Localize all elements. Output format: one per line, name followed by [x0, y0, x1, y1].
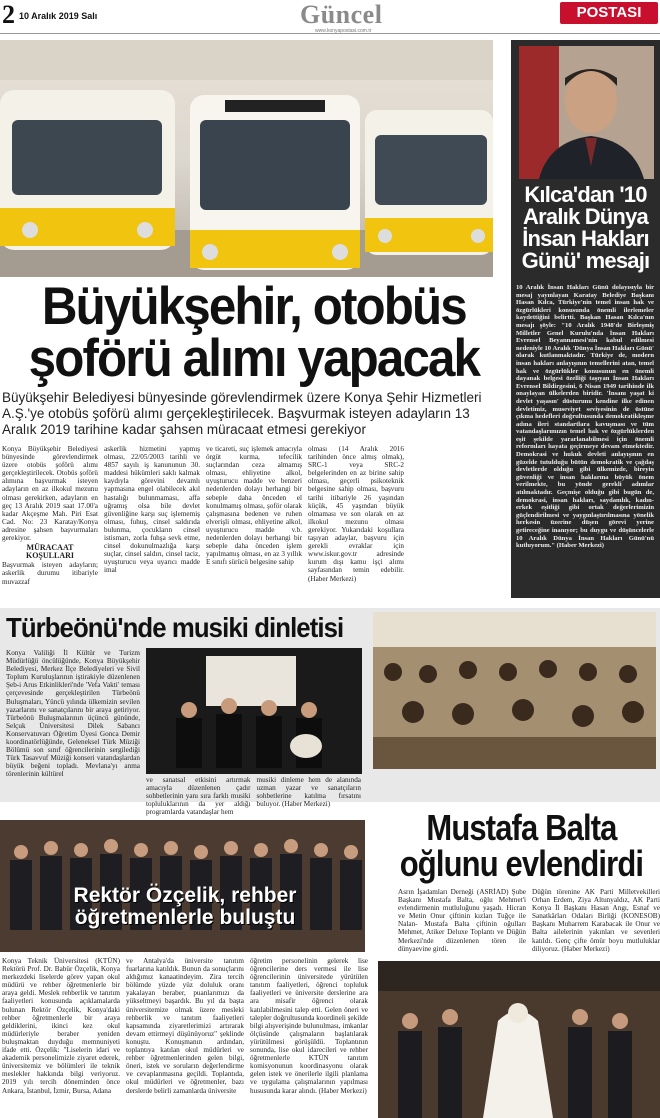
rektor-headline: Rektör Özçelik, rehber öğretmenlerle buluştu [73, 884, 297, 929]
main-col-1 [2, 445, 98, 587]
issue-date: 10 Aralık 2019 Salı [19, 11, 98, 21]
page-number: 2 [2, 0, 15, 29]
turbe-col-3: musiki dinleme hem de alanında uzman yazar ve sanatçıların sohbetlerine katılma fırsatını buluyor. (Haber Merkezi) [256, 776, 361, 809]
sidebar-photo [519, 46, 654, 179]
balta-col-2: Düğün törenine AK Parti Milletvekilleri Orhan Erdem, Ziya Altunyaldız, AK Parti Konya İl Başkanı Hasan Angı, Esnaf ve Sanatkârları Odaları Birliği (KONESOB) Başkanı Muharrem Karabacak ile Onur ve Balta ailelerinin yakınları ve sevenleri katıldı. Genç çifte ömür boyu mutluluklar diliyoruz. (Haber Merkezi) [532, 888, 660, 953]
turbe-col-2: ve sanatsal etkisini artırmak amacıyla düzenlenen çadır sohbetlerinin yanı sıra farklı musiki topluluklarının da yer aldığı programlarda vatandaşlar hem [146, 776, 251, 817]
wedding-illustration [378, 961, 660, 1118]
main-col-4: olması (14 Aralık 2016 tarihinden önce almış olmak), SRC-1 veya SRC-2 belgelerinden en az birine sahip olması, geçerli psikoteknik belgesine sahip olması, başvuru tarihi itibariyle 26 yaşından küçük, 45 yaşından büyük olmaması ve son olarak en az ilkokul mezunu olması gerekiyor. Yukarıdaki koşullara taşıyan adaylar, başvuru için gerekli evraklar için www.iskur.gov.tr adresinde kurum dışı kamu işçi alımı sayfasından temin edebilir. (Haber Merkezi) [308, 445, 404, 583]
main-col-1b-text: Başvurmak isteyen adayların; askerlik durumu itibariyle muvazzaf [2, 561, 98, 586]
main-col-1-heading: MÜRACAAT KOŞULLARI [25, 543, 74, 561]
turbe-headline: Türbeönü'nde musiki dinletisi [6, 612, 344, 643]
main-col-3: ve ticareti, suç işlemek amacıyla örgüt kurma, tefecilik suçlarından ceza almamış olması, ehliyetine alkol, uyuşturucu madde ve benzeri nedenlerden dolayı herhangi bir sebeple daha önceden el konulmamış olması, şoför olarak çalışmasına bedenen ve ruhen elverişli olması, ehliyetine alkol, uyuşturucu madde v.b. nedenlerden dolayı herhangi bir sebeple daha önceden işlem yapılmamış olması, en az 3 yıllık E sınıfı sürücü belgesine sahip [206, 445, 302, 567]
sidebar-title: Kılca'dan '10 Aralık Dünya İnsan Hakları Günü' mesajı [521, 182, 650, 273]
wedding-photo [378, 961, 660, 1118]
main-col-1-text: Konya Büyükşehir Belediyesi bünyesinde görevlendirmek üzere otobüs şoförü alımı gerçekleştirilecek. Otobüs şoförü alımına başvurmak isteyen adayların en az ilkokul mezunu olması gerekirken, adayların en geç 13 Aralık 2019 saat 17.00'a kadar Akçeşme Mah. Piri Esat Cad. No: 23 Karatay/Konya adresine şahsen başvurmaları gerekiyor. [2, 445, 98, 543]
main-headline: Büyükşehir, otobüs şoförü alımı yapacak [28, 277, 480, 388]
audience-photo [373, 612, 656, 769]
buses-illustration [0, 40, 493, 277]
rektor-article-body [2, 957, 372, 1095]
header-url[interactable]: www.konyapostasi.com.tr [315, 28, 372, 34]
main-article-body [2, 445, 507, 587]
sidebar-body: 10 Aralık İnsan Hakları Günü dolayısıyla bir mesaj yayınlayan Karatay Belediye Başkanı Hasan Kılca, Türkiye'nin temel insan hak ve özgürlükleri konusunda önemli ilerlemeler kaydettiğini belirtti. Başkan Hasan Kılca'nın mesajı şöyle: "10 Aralık 1948'de Birleşmiş Milletler Genel Kurulu'nda İnsan Hakları Evrensel Beyannamesi'nin kabul edilmesi nedeniyle 10 Aralık 'Dünya İnsan Hakları Günü' olarak kutlanmaktadır. Türkiye de, modern insan hakları anlayışının temellerini atan, temel hak ve özgürlükler konusunun en önemli dayanak belgesi özelliği taşıyan İnsan Hakları Evrensel Bildirgesini, 6 Nisan 1949 tarihinde ilk onaylayan ülkelerden biridir. 'İnsanı yaşat ki devlet yaşasın' düsturunu kendine ilke edinen devletimiz, museviyet seviyesinin de üstüne çıkma hedefleri doğrultusunda demokratikleşme adına ileri standartlara kavuşması ve tüm vatandaşlarımızın temel hak ve özgürlüklerden eşit şekilde yararlanabilmesi için önemli reformları hayata geçirmeye devam etmektedir. Demokrasi ve hukuk devleti anlayışının en güzelde tutulduğu bütün demokratik ve çağdaş devletlerde olduğu gibi ülkemizde, bireyin güvenliği ve insan haklarına büyük önem verilmekte, bu yönde gerekli adımlar atılmaktadır. Geçmişe olduğu gibi bugün de, demokrasi, insan hakları, saydamlık, kadın-erkek eşitliği gibi ortak değerlerimizin güçlendirilmesi ve yaygınlaştırılmasına yönelik herkesin üzerine düşen görevi yerine getireceğine inanıyor; bu duygu ve düşüncelerle 10 Aralık Dünya İnsan Hakları Günü'nü kutluyorum." (Haber Merkezi) [516, 284, 654, 550]
portrait-illustration [519, 46, 654, 179]
rektor-col-3: öğretim personelinin gelerek lise öğrencilerine ders vermesi ile lise öğrencilerinin üniversitede yürütülen tanıtım faaliyetleri, öğrenci topluluk faaliyetleri ve üniversite derslerine ara ara misafir öğrenci olarak katılabilmesini talep etti. Gelen öneri ve talepler doğrultusunda koordineli şekilde bilgi alışverişinde bulunulması, imkanlar ölçüsünde çalışmaların başlatılarak yürütülmesi görüşüldü. Toplantının sonunda, lise okul idarecileri ve rehber öğretmenlerle KTÜN tanıtım komisyonunun koordinasyonu olarak gelen istek ve önerilerle ilgili planlama ve uygulama çalışmalarının yapılması hususunda karar alındı. (Haber Merkezi) [250, 957, 368, 1095]
musicians-illustration [146, 648, 362, 774]
musicians-photo [146, 648, 362, 774]
balta-article-body [398, 888, 660, 953]
rektor-col-1: Konya Teknik Üniversitesi (KTÜN) Rektörü Prof. Dr. Babür Özçelik, Konya merkezdeki liselerde görev yapan okul müdürü ve rehber öğretmenlerle bir araya geldi. Meslek rehberlik ve tanıtım faaliyetleri konusunda açıklamalarda bulunan Rektör Özçelik, Konya'daki rehber öğretmenlerle bir araya geldiklerini, ikinci kez okul müdürleriyle beraber yeniden buluşmaktan duyduğu memnuniyeti ifade etti. Özçelik: "Liselerin idari ve akademik personelimizle ziyaret ederek, üniversitemiz ve bölümleri ile teknik meslekler hakkında bilgi veriyoruz. 2019 yılı tercih döneminden önce Ankara, İstanbul, İzmir, Bursa, Adana [2, 957, 120, 1095]
main-subheadline: Büyükşehir Belediyesi bünyesinde görevlendirmek üzere Konya Şehir Hizmetleri A.Ş.'ye otobüs şoförü alımı gerçekleştirilecek. Başvurmak isteyen adayların 13 Aralık 2019 tarihine kadar şahsen müracaat etmesi gerekiyor [2, 390, 482, 437]
balta-col-1: Asrın İşadamları Derneği (ASRİAD) Şube Başkanı Mustafa Balta, oğlu Mehmet'i evlendirmenin mutluluğunu yaşadı. Hicran ve Metin Onur çiftinin kızları Tuğçe ile Nalan- Mustafa Balta çiftinin oğulları Mehmet, Atiker Deluxe Toplantı ve Düğün Merkezi'nde düzenlenen tören ile dünyaevine girdi. [398, 888, 526, 953]
turbe-body-lower [146, 776, 361, 816]
balta-headline: Mustafa Balta oğlunu evlendirdi [399, 807, 644, 884]
bus-photo [0, 40, 493, 277]
audience-illustration [373, 612, 656, 769]
newspaper-logo[interactable]: POSTASI [560, 2, 658, 24]
main-col-2: askerlik hizmetini yapmış olması, 22/05/2003 tarihli ve 4857 sayılı iş kanununun 30. maddesi hükümleri saklı kalmak kaydıyla görevini devamlı yapmasına engel olabilecek akıl hastalığı bulunmaması, affa uğramış olsa bile devlet güvenliğine karşı suç işlememiş olması, fuhuş, cinsel saldırıda bulunma, çocukların cinsel istismarı, zorla fuhşa sevk etme, cinsel dokunulmazlığa karşı suçlar, cinsel saldırı, cinsel taciz, uyuşturucu veya uyarıcı madde imal [104, 445, 200, 575]
section-title: Güncel [300, 0, 383, 29]
rektor-col-2: ve Antalya'da üniversite tanıtım fuarlarına katıldık. Bunun da sonuçlarını aldığımız kanaatindeyim. Zira tercih bölümde yüzde yüz doluluk oranı yakalayan beraber, puanlarımızı da yükseltmeyi başardık. Bu yıl da başta üniversitemize olmak üzere mesleki rehberlik ve tanıtım faaliyetleri kapsamında ziyaretlerimizi artırarak devam ettirmeyi düşünüyoruz" şeklinde konuştu. Konuşmanın ardından, toplantıya katılan okul müdürleri ve rehber öğretmenlerinden gelen bilgi, öneri, istek ve soruların değerlendirme ve cevaplanmasına geçildi. Toplantıda, okul müdürleri ve öğretmenler, bazı derslerde belirli zamanlarda üniversite [126, 957, 244, 1095]
turbe-col-1: Konya Valiliği İl Kültür ve Turizm Müdürlüğü öncülüğünde, Konya Büyükşehir Belediyesi, Merkez İlçe Belediyeleri ve Sivil Toplum Kuruluşlarının iştirakiyle düzenlenen Şeb-i Arus Etkinlikleri'nde 'Vefa Vakti' teması çerçevesinde gerçekleştirilen Türbeönü Buluşmaları, Yüncü yılında ülkemizin sevilen yazarlarını ve sanatçılarını bir araya getiriyor. Türbeönü Buluşmalarının üçüncü gününde, Selçuk Üniversitesi Dilek Sabancı Konservatuvarı Öğretim Üyesi Gonca Demir koordinatörlüğünde, Geleneksel Türk Müziği Bölümü son sınıf öğrencilerinin sergilediği Türk Tasavvuf Müziği konseri vatandaşlardan büyük beğeni topladı. Mevlana'yı anma törenlerinin kültürel [6, 649, 140, 779]
